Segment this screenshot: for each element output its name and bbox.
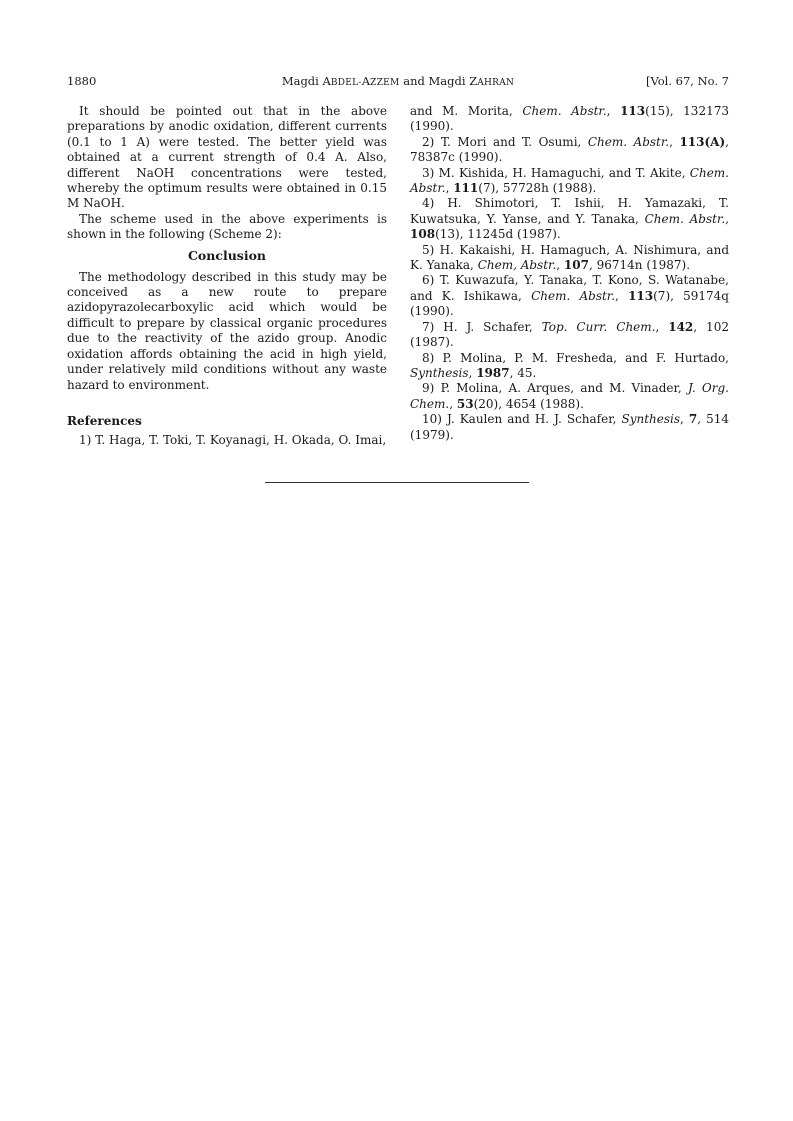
reference-10: 10) J. Kaulen and H. J. Schafer, Synthesis, 7, 514 (1979). xyxy=(410,412,729,442)
journal-volume: [Vol. 67, No. 7 xyxy=(645,74,729,88)
reference-6: 6) T. Kuwazufa, Y. Tanaka, T. Kono, S. Watanabe, and K. Ishikawa, Chem. Abstr., 113(7), 59174q (1990). xyxy=(410,273,729,319)
paragraph-conclusion: The methodology described in this study may be conceived as a new route to prepare azidopyrazolecarboxylic acid which would be difficult to prepare by classical organic procedures due to the reactivity of the azido group. Anodic oxidation affords obtaining the acid in high yield, under relatively mild conditions without any waste hazard to environment. xyxy=(67,269,387,392)
reference-8: 8) P. Molina, P. M. Fresheda, and F. Hurtado, Synthesis, 1987, 45. xyxy=(410,350,729,380)
reference-9: 9) P. Molina, A. Arques, and M. Vinader, J. Org. Chem., 53(20), 4654 (1988). xyxy=(410,381,729,411)
running-header xyxy=(67,73,729,89)
conclusion-heading: Conclusion xyxy=(187,247,267,263)
reference-1-end: and M. Morita, Chem. Abstr., 113(15), 132173 (1990). xyxy=(410,104,729,134)
page-number: 1880 xyxy=(67,74,97,88)
references-heading: References xyxy=(67,413,142,428)
running-authors: Magdi ABDEL-AZZEM and Magdi ZAHRAN xyxy=(281,74,515,88)
reference-7: 7) H. J. Schafer, Top. Curr. Chem., 142, 102 (1987). xyxy=(410,319,729,350)
left-column xyxy=(67,104,387,448)
reference-3: 3) M. Kishida, H. Hamaguchi, and T. Akite, Chem. Abstr., 111(7), 57728h (1988). xyxy=(410,165,729,196)
reference-2: 2) T. Mori and T. Osumi, Chem. Abstr., 113(A), 78387c (1990). xyxy=(410,134,729,165)
end-rule xyxy=(265,482,529,483)
paragraph-scheme: The scheme used in the above experiments is shown in the following (Scheme 2): xyxy=(67,211,387,242)
reference-4: 4) H. Shimotori, T. Ishii, H. Yamazaki, T. Kuwatsuka, Y. Yanse, and Y. Tanaka, Chem. Abstr., 108(13), 11245d (1987). xyxy=(410,196,729,242)
paragraph-current-tests: It should be pointed out that in the above preparations by anodic oxidation, different currents (0.1 to 1 A) were tested. The better yield was obtained at a current strength of 0.4 A. Also, different NaOH concentrations were tested, whereby the optimum results were obtained in 0.15 M NaOH. xyxy=(67,104,387,211)
reference-1-start: 1) T. Haga, T. Toki, T. Koyanagi, H. Okada, O. Imai, xyxy=(79,432,387,447)
reference-5: 5) H. Kakaishi, H. Hamaguch, A. Nishimura, and K. Yanaka, Chem, Abstr., 107, 96714n (1987). xyxy=(410,242,729,273)
right-column xyxy=(410,104,729,443)
